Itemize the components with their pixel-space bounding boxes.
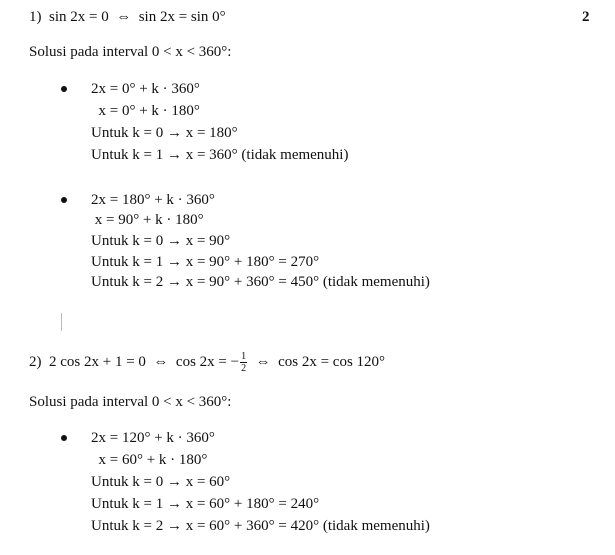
- section2-b1-line1: 2x = 120° + k · 360°: [91, 430, 215, 446]
- text-cursor: [61, 313, 62, 331]
- section1-heading: 1) sin 2x = 0 ⇔ sin 2x = sin 0°: [29, 9, 226, 25]
- bullet-icon: [61, 86, 67, 92]
- bullet-icon: [61, 197, 67, 203]
- section1-b1-line1: 2x = 0° + k · 360°: [91, 81, 200, 97]
- fraction-numerator: 1: [241, 351, 247, 363]
- section2-heading-left: 2) 2 cos 2x + 1 = 0 ⇔ cos 2x = −: [29, 354, 240, 370]
- fraction-denominator: 2: [241, 363, 247, 375]
- fraction: [240, 351, 247, 374]
- section1-b2-line2: x = 90° + k · 180°: [91, 212, 204, 228]
- section1-interval: Solusi pada interval 0 < x < 360°:: [29, 44, 232, 60]
- section2-b1-line5: Untuk k = 2 → x = 60° + 360° = 420° (tidak memenuhi): [91, 518, 430, 534]
- section1-b1-line3: Untuk k = 0 → x = 180°: [91, 125, 238, 141]
- section1-b2-line5: Untuk k = 2 → x = 90° + 360° = 450° (tidak memenuhi): [91, 274, 430, 290]
- section2-b1-line4: Untuk k = 1 → x = 60° + 180° = 240°: [91, 496, 320, 512]
- section2-b1-line2: x = 60° + k · 180°: [91, 452, 208, 468]
- section1-b2-line4: Untuk k = 1 → x = 90° + 180° = 270°: [91, 254, 320, 270]
- section2-interval: Solusi pada interval 0 < x < 360°:: [29, 394, 232, 410]
- section2-b1-line3: Untuk k = 0 → x = 60°: [91, 474, 231, 490]
- section1-b2-line1: 2x = 180° + k · 360°: [91, 192, 215, 208]
- section1-b1-line4: Untuk k = 1 → x = 360° (tidak memenuhi): [91, 147, 349, 163]
- page-number: 2: [582, 9, 590, 25]
- bullet-icon: [61, 435, 67, 441]
- section2-heading-right: ⇔ cos 2x = cos 120°: [248, 354, 386, 370]
- section2-heading: [29, 350, 385, 374]
- section1-b2-line3: Untuk k = 0 → x = 90°: [91, 233, 231, 249]
- section1-b1-line2: x = 0° + k · 180°: [91, 103, 200, 119]
